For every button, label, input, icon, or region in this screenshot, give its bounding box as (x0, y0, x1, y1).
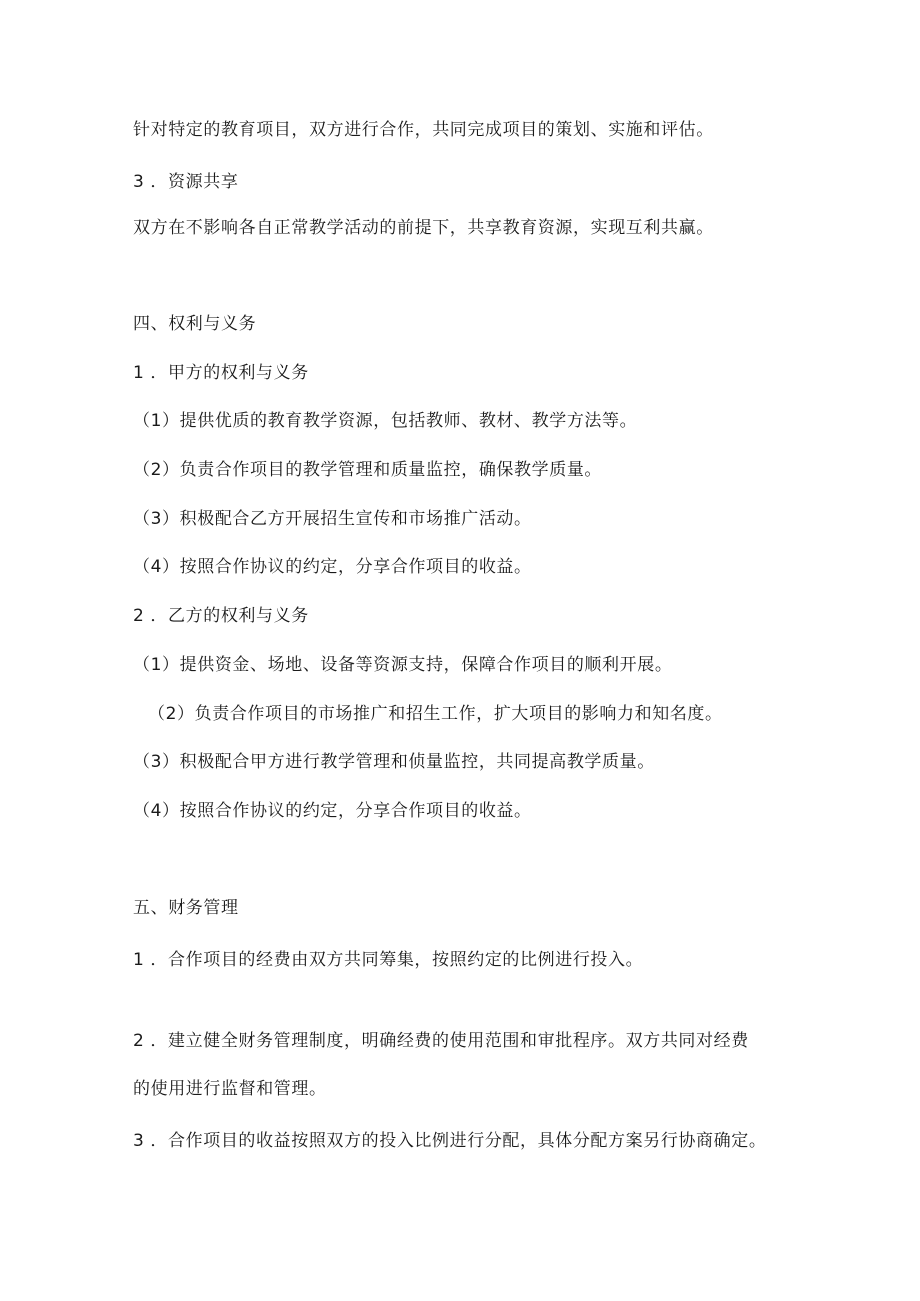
party-b-heading: 2 ．乙方的权利与义务 (133, 606, 309, 626)
section-5-title: 五、财务管理 (133, 898, 239, 918)
party-b-item-1: （1）提供资金、场地、设备等资源支持，保障合作项目的顺利开展。 (133, 655, 673, 675)
party-b-item-4: （4）按照合作协议的约定，分享合作项目的收益。 (133, 801, 532, 821)
party-a-item-1: （1）提供优质的教育教学资源，包括教师、教材、教学方法等。 (133, 411, 638, 431)
party-a-heading: 1 ．甲方的权利与义务 (133, 363, 309, 383)
finance-item-2-continued: 的使用进行监督和管理。 (133, 1079, 327, 1099)
party-a-item-4: （4）按照合作协议的约定，分享合作项目的收益。 (133, 557, 532, 577)
party-a-item-3: （3）积极配合乙方开展招生宣传和市场推广活动。 (133, 509, 532, 529)
party-b-item-3: （3）积极配合甲方进行教学管理和侦量监控，共同提高教学质量。 (133, 752, 655, 772)
party-b-item-2: （2）负责合作项目的市场推广和招生工作，扩大项目的影响力和知名度。 (148, 704, 723, 724)
finance-item-1: 1 ．合作项目的经费由双方共同筹集，按照约定的比例进行投入。 (133, 950, 644, 970)
section-4-title: 四、权利与义务 (133, 314, 257, 334)
resource-sharing-heading: 3 ．资源共享 (133, 172, 239, 192)
party-a-item-2: （2）负责合作项目的教学管理和质量监控，确保教学质量。 (133, 460, 603, 480)
finance-item-3: 3 ．合作项目的收益按照双方的投入比例进行分配，具体分配方案另行协商确定。 (133, 1131, 767, 1151)
intro-paragraph: 针对特定的教育项目，双方进行合作，共同完成项目的策划、实施和评估。 (133, 120, 714, 140)
finance-item-2: 2 ．建立健全财务管理制度，明确经费的使用范围和审批程序。双方共同对经费 (133, 1031, 749, 1051)
resource-sharing-paragraph: 双方在不影响各自正常教学活动的前提下，共享教育资源，实现互利共赢。 (133, 218, 714, 238)
